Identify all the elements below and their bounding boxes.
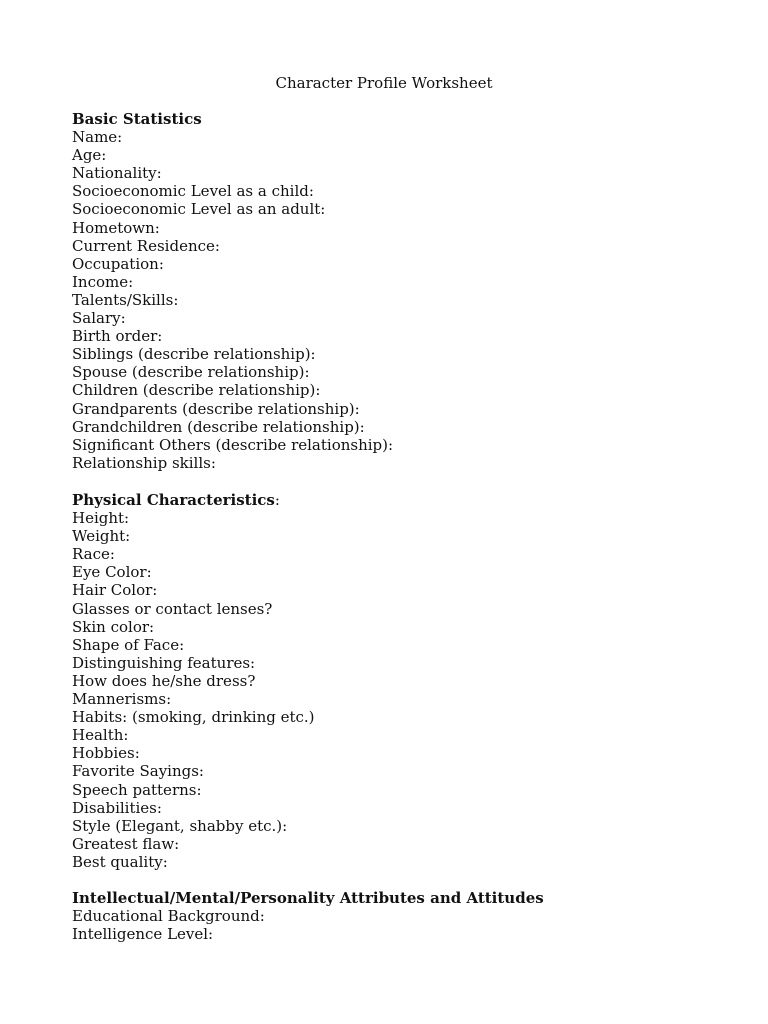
section-basic-statistics — [72, 110, 712, 472]
field-label: Grandparents (describe relationship): — [72, 399, 360, 418]
field-label: Occupation: — [72, 254, 164, 273]
field-label: Race: — [72, 545, 115, 564]
field-label: Best quality: — [72, 852, 168, 871]
field-label: Hair Color: — [72, 581, 158, 600]
field-label: Children (describe relationship): — [72, 381, 321, 400]
field-label: Grandchildren (describe relationship): — [72, 417, 365, 436]
field-label: Intelligence Level: — [72, 925, 214, 944]
field-label: How does he/she dress? — [72, 671, 256, 690]
field-label: Birth order: — [72, 327, 163, 346]
field-label: Favorite Sayings: — [72, 762, 204, 781]
section-heading — [72, 491, 712, 509]
page-title: Character Profile Worksheet — [275, 74, 493, 92]
field-label: Hometown: — [72, 218, 160, 237]
field-label: Skin color: — [72, 617, 155, 636]
field-label: Style (Elegant, shabby etc.): — [72, 816, 288, 835]
section-heading — [72, 889, 712, 907]
section-heading-text: Intellectual/Mental/Personality Attributes and Attitudes — [72, 889, 544, 907]
field-label: Distinguishing features: — [72, 653, 256, 672]
field-label: Health: — [72, 726, 129, 745]
field-label: Talents/Skills: — [72, 290, 179, 309]
field-label: Relationship skills: — [72, 453, 216, 472]
field-label: Significant Others (describe relationship): — [72, 435, 394, 454]
section-heading-suffix: : — [274, 491, 280, 509]
section-physical-characteristics — [72, 491, 712, 871]
section-heading-text: Basic Statistics — [72, 110, 202, 128]
field-list — [72, 907, 712, 943]
field-label: Shape of Face: — [72, 635, 185, 654]
field-label: Income: — [72, 272, 134, 291]
section-heading-text: Physical Characteristics — [72, 491, 275, 509]
field-label: Name: — [72, 128, 123, 147]
field-list — [72, 509, 712, 871]
field-label: Socioeconomic Level as an adult: — [72, 200, 326, 219]
field-label: Current Residence: — [72, 236, 220, 255]
field-label: Speech patterns: — [72, 780, 202, 799]
field-label: Habits: (smoking, drinking etc.) — [72, 708, 315, 727]
section-heading — [72, 110, 712, 128]
field-label: Greatest flaw: — [72, 834, 180, 853]
field-label: Socioeconomic Level as a child: — [72, 182, 314, 201]
field-list — [72, 128, 712, 472]
field-label: Eye Color: — [72, 563, 152, 582]
section-intellectual-attributes — [72, 889, 712, 943]
field-label: Nationality: — [72, 164, 162, 183]
field-label: Weight: — [72, 527, 131, 546]
field-label: Height: — [72, 509, 130, 528]
field-label: Educational Background: — [72, 907, 265, 926]
field-label: Siblings (describe relationship): — [72, 345, 316, 364]
field-label: Salary: — [72, 309, 126, 328]
field-label: Hobbies: — [72, 744, 140, 763]
field-label: Glasses or contact lenses? — [72, 599, 273, 618]
field-label: Disabilities: — [72, 798, 162, 817]
field-label: Spouse (describe relationship): — [72, 363, 310, 382]
field-label: Mannerisms: — [72, 690, 172, 709]
field-label: Age: — [72, 146, 107, 165]
